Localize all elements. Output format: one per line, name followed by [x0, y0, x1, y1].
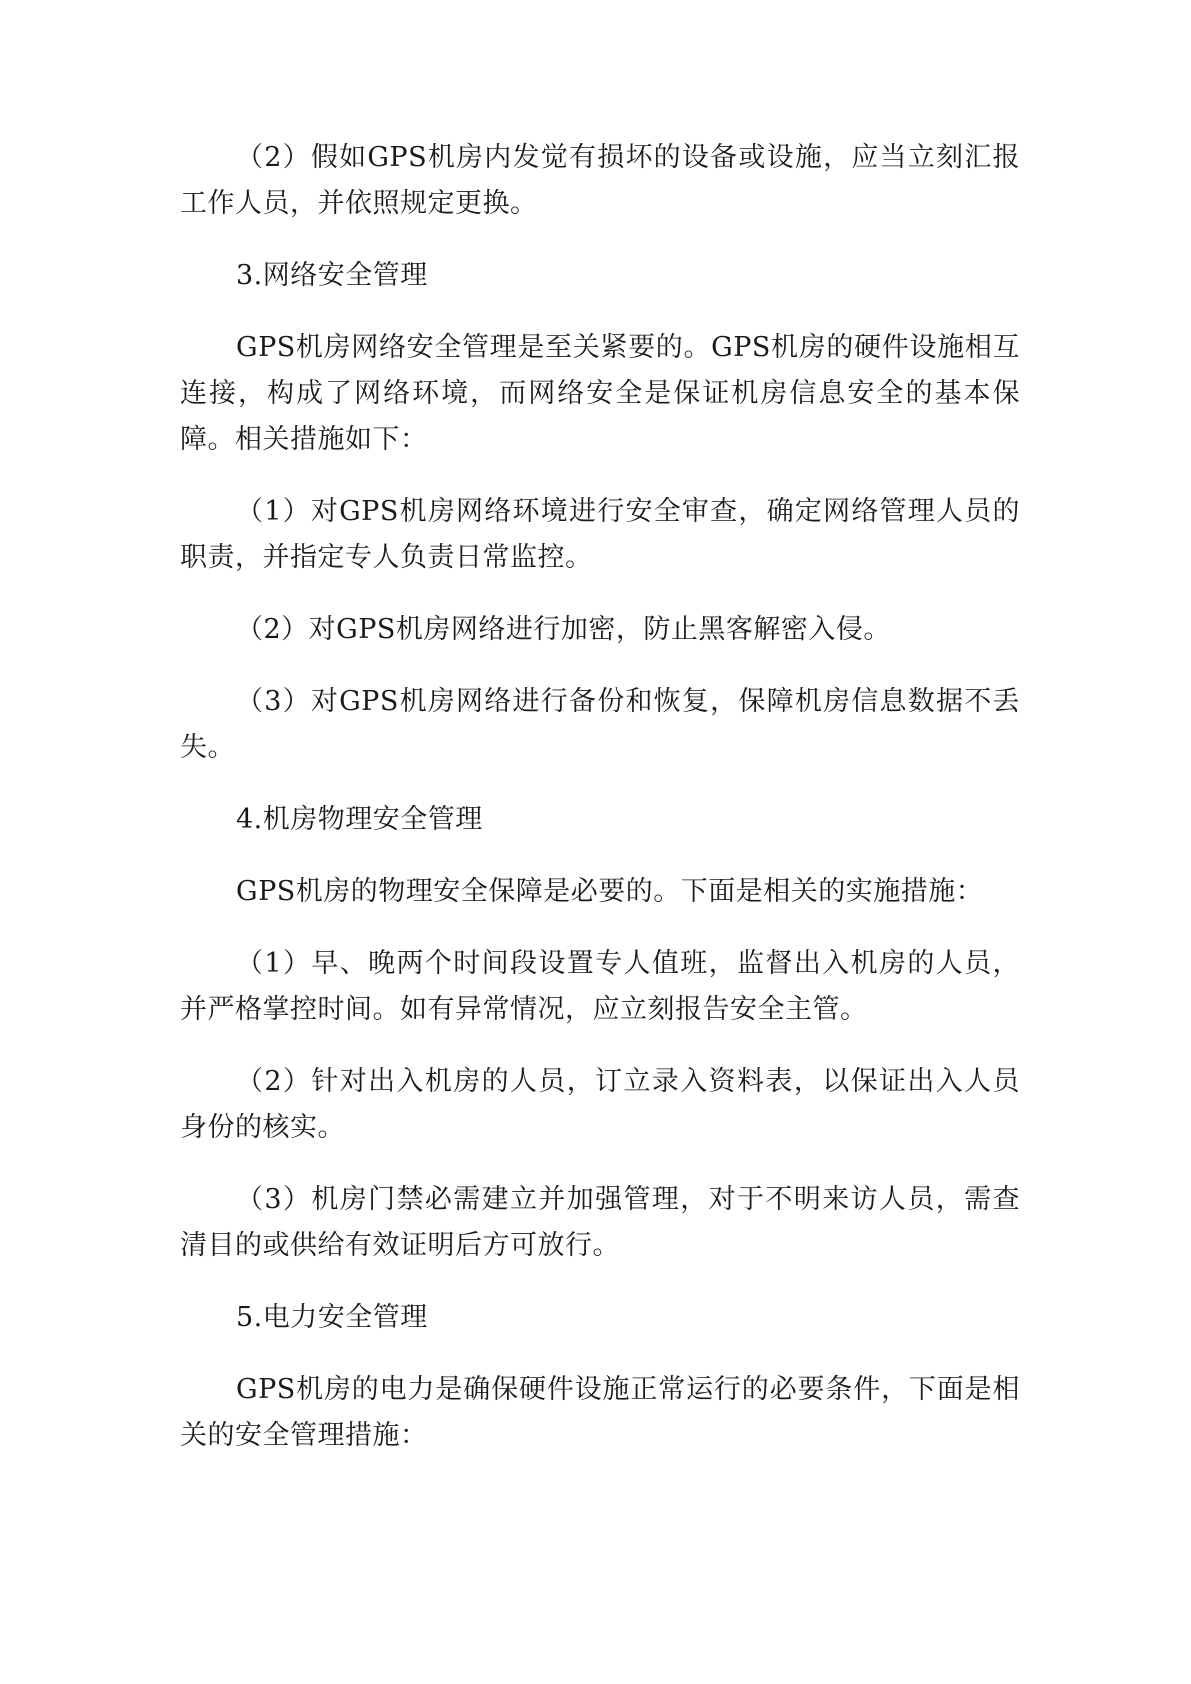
paragraph-physical-item-3: （3）机房门禁必需建立并加强管理，对于不明来访人员，需查清目的或供给有效证明后方可放行。 — [180, 1184, 1020, 1261]
document-page — [180, 135, 1020, 1485]
paragraph-network-intro: GPS机房网络安全管理是至关紧要的。GPS机房的硬件设施相互连接，构成了网络环境，而网络安全是保证机房信息安全的基本保障。相关措施如下： — [180, 332, 1020, 455]
paragraph-physical-item-1: （1）早、晚两个时间段设置专人值班，监督出入机房的人员，并严格掌控时间。如有异常情况，应立刻报告安全主管。 — [180, 948, 1020, 1025]
section-heading-network-security: 3.网络安全管理 — [236, 260, 428, 291]
paragraph-physical-item-2: （2）针对出入机房的人员，订立录入资料表，以保证出入人员身份的核实。 — [180, 1066, 1020, 1143]
paragraph-physical-intro: GPS机房的物理安全保障是必要的。下面是相关的实施措施： — [236, 876, 984, 907]
paragraph-network-item-1: （1）对GPS机房网络环境进行安全审查，确定网络管理人员的职责，并指定专人负责日常监控。 — [180, 496, 1020, 573]
section-heading-physical-security: 4.机房物理安全管理 — [236, 804, 483, 835]
section-heading-power-security: 5.电力安全管理 — [236, 1302, 428, 1333]
paragraph-network-item-3: （3）对GPS机房网络进行备份和恢复，保障机房信息数据不丢失。 — [180, 686, 1020, 763]
paragraph-network-item-2: （2）对GPS机房网络进行加密，防止黑客解密入侵。 — [236, 614, 891, 645]
paragraph-2-replace-equipment: （2）假如GPS机房内发觉有损坏的设备或设施，应当立刻汇报工作人员，并依照规定更换。 — [180, 142, 1020, 219]
paragraph-power-intro: GPS机房的电力是确保硬件设施正常运行的必要条件，下面是相关的安全管理措施： — [180, 1374, 1020, 1451]
